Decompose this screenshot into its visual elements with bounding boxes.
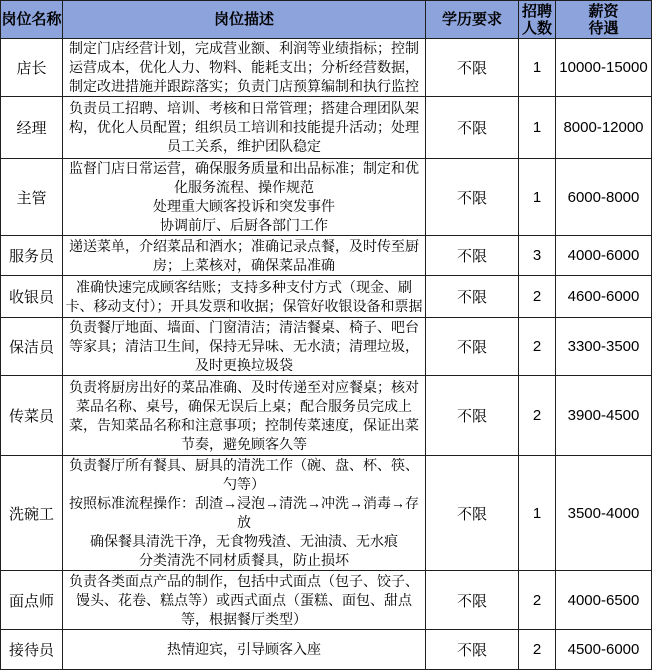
headcount: 2 [519,318,556,376]
table-row [1,236,652,276]
table-row [1,97,652,159]
salary-range: 4000-6000 [556,236,652,276]
education-requirement: 不限 [426,97,519,159]
header-education: 学历要求 [426,1,519,39]
table-row [1,571,652,630]
job-description: 递送菜单，介绍菜品和酒水；准确记录点餐，及时传至厨房；上菜核对，确保菜品准确 [63,236,426,276]
salary-range: 3500-4000 [556,456,652,571]
header-row [1,1,652,39]
salary-range: 8000-12000 [556,97,652,159]
job-title: 洗碗工 [1,456,63,571]
table-row [1,276,652,318]
salary-range: 4500-6000 [556,630,652,670]
education-requirement: 不限 [426,276,519,318]
salary-range: 6000-8000 [556,159,652,236]
job-description: 负责员工招聘、培训、考核和日常管理；搭建合理团队架构，优化人员配置；组织员工培训和技能提升活动；处理员工关系，维护团队稳定 [63,97,426,159]
headcount: 2 [519,376,556,456]
headcount: 1 [519,39,556,97]
education-requirement: 不限 [426,630,519,670]
job-title: 服务员 [1,236,63,276]
header-position: 岗位名称 [1,1,63,39]
job-title: 经理 [1,97,63,159]
job-description: 负责餐厅地面、墙面、门窗清洁；清洁餐桌、椅子、吧台等家具；清洁卫生间，保持无异味、无水渍；清理垃圾，及时更换垃圾袋 [63,318,426,376]
job-title: 面点师 [1,571,63,630]
job-description: 制定门店经营计划，完成营业额、利润等业绩指标；控制运营成本，优化人力、物料、能耗支出；分析经营数据，制定改进措施并跟踪落实；负责门店预算编制和执行监控 [63,39,426,97]
education-requirement: 不限 [426,236,519,276]
job-description: 负责将厨房出好的菜品准确、及时传递至对应餐桌；核对菜品名称、桌号，确保无误后上桌；配合服务员完成上菜，告知菜品名称和注意事项；控制传菜速度，保证出菜节奏，避免顾客久等 [63,376,426,456]
headcount: 2 [519,276,556,318]
headcount: 1 [519,159,556,236]
salary-range: 4600-6000 [556,276,652,318]
job-description: 热情迎宾，引导顾客入座 [63,630,426,670]
table-row [1,318,652,376]
education-requirement: 不限 [426,318,519,376]
job-description: 负责各类面点产品的制作，包括中式面点（包子、饺子、馒头、花卷、糕点等）或西式面点（蛋糕、面包、甜点等，根据餐厅类型） [63,571,426,630]
header-description: 岗位描述 [63,1,426,39]
education-requirement: 不限 [426,571,519,630]
headcount: 1 [519,456,556,571]
headcount: 2 [519,571,556,630]
job-title: 接待员 [1,630,63,670]
job-title: 店长 [1,39,63,97]
headcount: 3 [519,236,556,276]
salary-range: 4000-6500 [556,571,652,630]
header-salary: 薪资 待遇 [556,1,652,39]
table-row [1,630,652,670]
job-title: 保洁员 [1,318,63,376]
salary-range: 10000-15000 [556,39,652,97]
education-requirement: 不限 [426,39,519,97]
salary-range: 3300-3500 [556,318,652,376]
table-row [1,376,652,456]
headcount: 1 [519,97,556,159]
headcount: 2 [519,630,556,670]
education-requirement: 不限 [426,376,519,456]
table-row [1,159,652,236]
table-row [1,39,652,97]
education-requirement: 不限 [426,456,519,571]
job-description: 负责餐厅所有餐具、厨具的清洗工作（碗、盘、杯、筷、勺等） 按照标准流程操作：刮渣→浸泡→清洗→冲洗→消毒→存放 确保餐具清洗干净，无食物残渣、无油渍、无水痕 分类清洗不同材质餐具，防止损坏 [63,456,426,571]
table-row [1,456,652,571]
job-title: 主管 [1,159,63,236]
education-requirement: 不限 [426,159,519,236]
job-description: 监督门店日常运营，确保服务质量和出品标准；制定和优化服务流程、操作规范 处理重大顾客投诉和突发事件 协调前厅、后厨各部门工作 [63,159,426,236]
job-description: 准确快速完成顾客结账；支持多种支付方式（现金、刷卡、移动支付）；开具发票和收据；保管好收银设备和票据 [63,276,426,318]
job-title: 收银员 [1,276,63,318]
salary-range: 3900-4500 [556,376,652,456]
header-headcount: 招聘 人数 [519,1,556,39]
job-title: 传菜员 [1,376,63,456]
